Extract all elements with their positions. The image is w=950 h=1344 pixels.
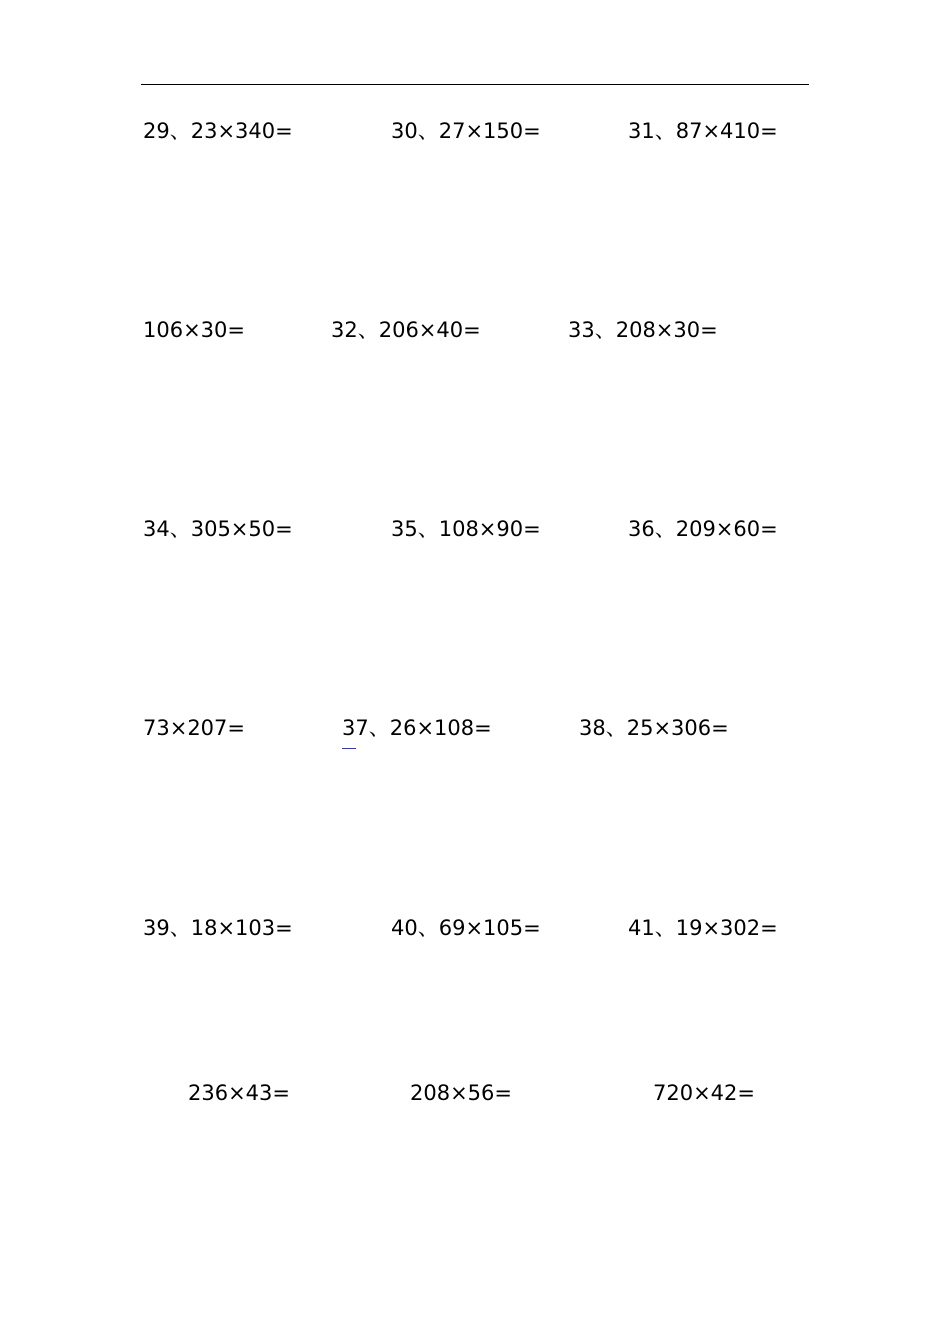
problem-unnumbered-3: 236×43= (188, 1081, 290, 1105)
problem-unnumbered-4: 208×56= (410, 1081, 512, 1105)
problem-unnumbered-1: 106×30= (143, 318, 245, 342)
problem-29: 29、23×340= (143, 119, 293, 143)
problem-37-expression: 、26×108= (368, 716, 492, 740)
problem-31: 31、87×410= (628, 119, 778, 143)
problem-35: 35、108×90= (391, 517, 541, 541)
problem-40: 40、69×105= (391, 916, 541, 940)
problem-38: 38、25×306= (579, 716, 729, 740)
problem-unnumbered-5: 720×42= (653, 1081, 755, 1105)
problem-33: 33、208×30= (568, 318, 718, 342)
header-rule (141, 84, 809, 85)
problem-37-number: 37 (342, 716, 369, 740)
problem-unnumbered-2: 73×207= (143, 716, 245, 740)
problem-34: 34、305×50= (143, 517, 293, 541)
problem-30: 30、27×150= (391, 119, 541, 143)
problem-36: 36、209×60= (628, 517, 778, 541)
problem-41: 41、19×302= (628, 916, 778, 940)
problem-39: 39、18×103= (143, 916, 293, 940)
problem-37 (342, 716, 492, 740)
problem-32: 32、206×40= (331, 318, 481, 342)
